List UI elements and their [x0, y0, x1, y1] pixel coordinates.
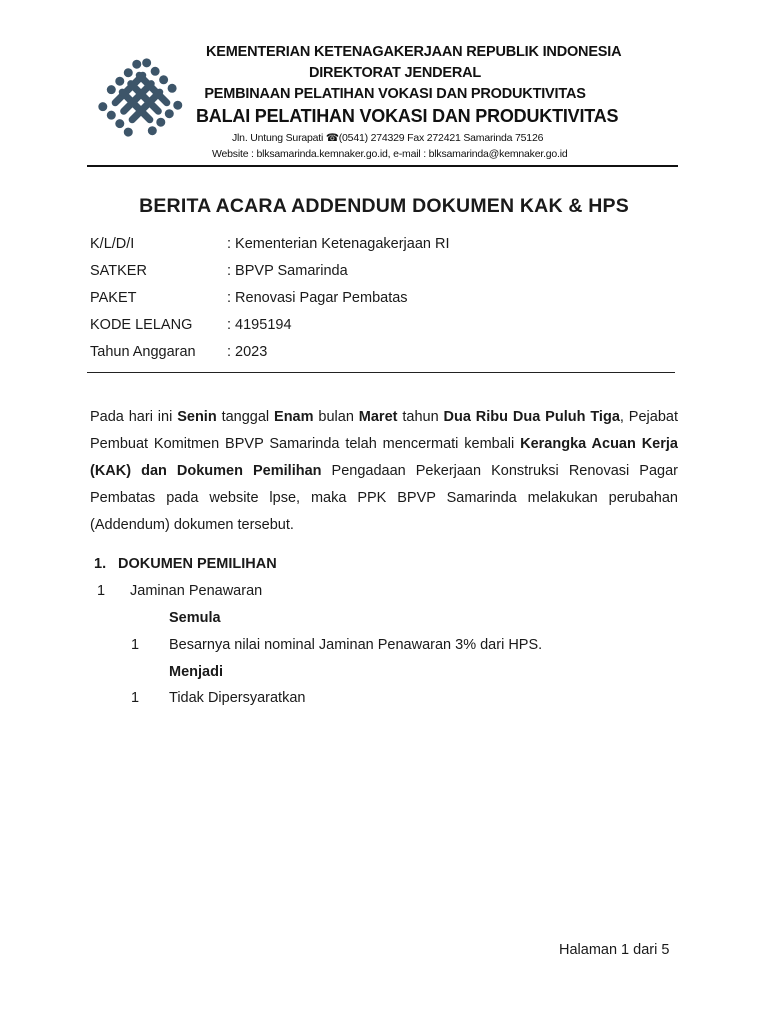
info-divider	[87, 372, 675, 373]
info-label-kode-lelang: KODE LELANG	[90, 317, 193, 333]
page-number: Halaman 1 dari 5	[559, 942, 670, 958]
semula-number: 1	[131, 637, 140, 653]
semula-text: Besarnya nilai nominal Jaminan Penawaran 3% dari HPS.	[169, 637, 543, 653]
info-label-satker: SATKER	[90, 263, 147, 279]
letterhead-website: Website : blksamarinda.kemnaker.go.id, e-mail : blksamarinda@kemnaker.go.id	[212, 148, 568, 160]
letterhead-division: PEMBINAAN PELATIHAN VOKASI DAN PRODUKTIVITAS	[204, 86, 586, 102]
item-number: 1	[97, 583, 106, 599]
info-value-tahun-anggaran: : 2023	[227, 344, 268, 360]
logo-shape	[96, 100, 109, 113]
info-value-kode-lelang: : 4195194	[227, 317, 292, 333]
paragraph-text: tahun	[397, 409, 444, 425]
info-label-kldi: K/L/D/I	[90, 236, 135, 252]
section-heading: DOKUMEN PEMILIHAN	[118, 556, 277, 572]
info-value-satker: : BPVP Samarinda	[227, 263, 348, 279]
info-label-paket: PAKET	[90, 290, 137, 306]
paragraph-day: Senin	[177, 409, 217, 425]
logo-shape	[122, 126, 135, 139]
paragraph-text: , Pejabat Pembuat Komitmen BPVP Samarinda telah mencermati kembali	[90, 409, 678, 452]
paragraph-document-name: Kerangka Acuan Kerja (KAK) dan Dokumen Pemilihan	[90, 436, 678, 479]
info-value-paket: : Renovasi Pagar Pembatas	[227, 290, 408, 306]
letterhead-address: Jln. Untung Surapati ☎(0541) 274329 Fax 272421 Samarinda 75126	[232, 132, 544, 144]
letterhead-directorate: DIREKTORAT JENDERAL	[308, 65, 482, 81]
logo-shape	[122, 66, 135, 79]
logo-shape	[157, 73, 170, 86]
logo-shape	[130, 58, 143, 71]
section-number: 1.	[94, 556, 107, 572]
menjadi-text: Tidak Dipersyaratkan	[169, 690, 306, 706]
logo-shape	[163, 107, 176, 120]
logo-shape	[113, 117, 126, 130]
letterhead-institution: BALAI PELATIHAN VOKASI DAN PRODUKTIVITAS	[196, 106, 619, 126]
paragraph-text: Pengadaan Pekerjaan Konstruksi Renovasi Pagar Pembatas pada website lpse, maka PPK BPVP Samarinda melakukan perubahan (Addendum) dokumen tersebut.	[90, 463, 678, 533]
letterhead-ministry: KEMENTERIAN KETENAGAKERJAAN REPUBLIK INDONESIA	[206, 44, 622, 60]
paragraph-text: tanggal	[216, 409, 275, 425]
paragraph-text: bulan	[313, 409, 359, 425]
paragraph-date: Enam	[274, 409, 314, 425]
logo-shape	[140, 56, 153, 69]
paragraph-text: Pada hari ini	[90, 409, 178, 425]
logo-shape	[105, 109, 118, 122]
logo-shape	[113, 75, 126, 88]
logo-shape	[146, 124, 159, 137]
paragraph-month: Maret	[358, 409, 398, 425]
semula-label: Semula	[169, 610, 221, 626]
menjadi-number: 1	[131, 690, 140, 706]
logo-shape	[154, 116, 167, 129]
logo-shape	[149, 65, 162, 78]
item-label: Jaminan Penawaran	[130, 583, 263, 599]
header-divider	[87, 165, 678, 167]
logo-shape	[171, 99, 184, 112]
menjadi-label: Menjadi	[169, 664, 223, 680]
body-paragraph	[90, 404, 678, 539]
logo-shape	[105, 83, 118, 96]
ministry-logo-icon	[96, 56, 186, 146]
document-title: BERITA ACARA ADDENDUM DOKUMEN KAK & HPS	[139, 195, 629, 217]
paragraph-year: Dua Ribu Dua Puluh Tiga	[443, 409, 620, 425]
info-label-tahun-anggaran: Tahun Anggaran	[90, 344, 196, 360]
logo-shape	[166, 82, 179, 95]
info-value-kldi: : Kementerian Ketenagakerjaan RI	[227, 236, 450, 252]
